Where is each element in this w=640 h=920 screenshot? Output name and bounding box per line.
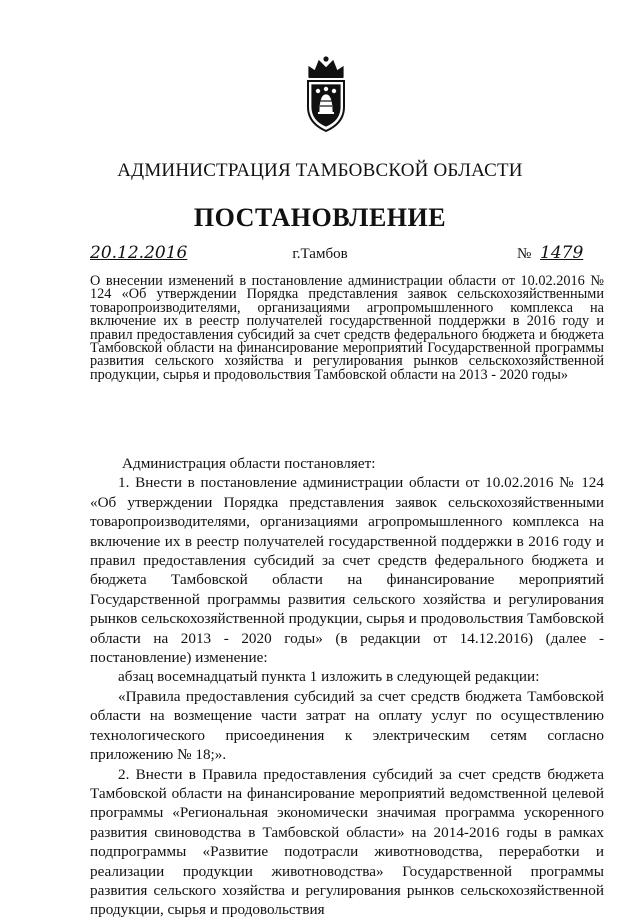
document-number: 1479 bbox=[540, 243, 584, 263]
organization-name: АДМИНИСТРАЦИЯ ТАМБОВСКОЙ ОБЛАСТИ bbox=[117, 160, 523, 181]
document-title: ПОСТАНОВЛЕНИЕ bbox=[193, 203, 447, 232]
body-paragraph: 1. Внести в постановление администрации области от 10.02.2016 № 124 «Об утверждении Порядка представления заявок сельскохозяйственными товаропроизводителями, организациями агропромышленного комплекса на включение их в реестр получателей государственной поддержки в 2016 году и правил предоставления субсидий за счет средств федерального бюджета и бюджета Тамбовской области на финансирование мероприятий Государственной программы развития сельского хозяйства и регулирования рынков сельскохозяйственной продукции, сырья и продовольствия Тамбовской области на 2013 - 2020 годы» (в редакции от 14.12.2016) (далее - постановление) изменение: bbox=[90, 474, 604, 667]
document-subject: О внесении изменений в постановление администрации области от 10.02.2016 № 124 «Об утверждении Порядка представления заявок сельскохозяйственными товаропроизводителями, организациями агропромышленного комплекса на включение их в реестр получателей государственной поддержки в 2016 году и правил предоставления субсидий за счет средств федерального бюджета и бюджета Тамбовской области на финансирование мероприятий Государственной программы развития сельского хозяйства и регулирования рынков сельскохозяйственной продукции, сырья и продовольствия Тамбовской области на 2013 - 2020 годы» bbox=[90, 273, 604, 383]
tambov-coat-of-arms-icon bbox=[301, 55, 351, 133]
body-paragraph: «Правила предоставления субсидий за счет средств бюджета Тамбовской области на возмещение части затрат на оплату услуг по осуществлению технологического присоединения к электрическим сетям согласно приложению № 18;». bbox=[90, 687, 604, 764]
document-city: г.Тамбов bbox=[292, 246, 348, 262]
document-number-label: № bbox=[517, 246, 532, 262]
document-date: 20.12.2016 bbox=[90, 243, 188, 263]
body-paragraph: Администрация области постановляет: bbox=[122, 455, 376, 472]
document-body bbox=[90, 454, 604, 920]
body-paragraph: 2. Внести в Правила предоставления субсидий за счет средств бюджета Тамбовской области на финансирование мероприятий ведомственной целевой программы «Региональная экономически значимая программа ускоренного развития свиноводства в Тамбовской области» на 2014-2016 годы в рамках подпрограммы «Развитие подотрасли животноводства, переработки и реализации продукции животноводства» Государственной программы развития сельского хозяйства и регулирования рынков сельскохозяйственной продукции, сырья и продовольствия bbox=[90, 765, 604, 919]
body-paragraph: абзац восемнадцатый пункта 1 изложить в следующей редакции: bbox=[118, 668, 540, 686]
